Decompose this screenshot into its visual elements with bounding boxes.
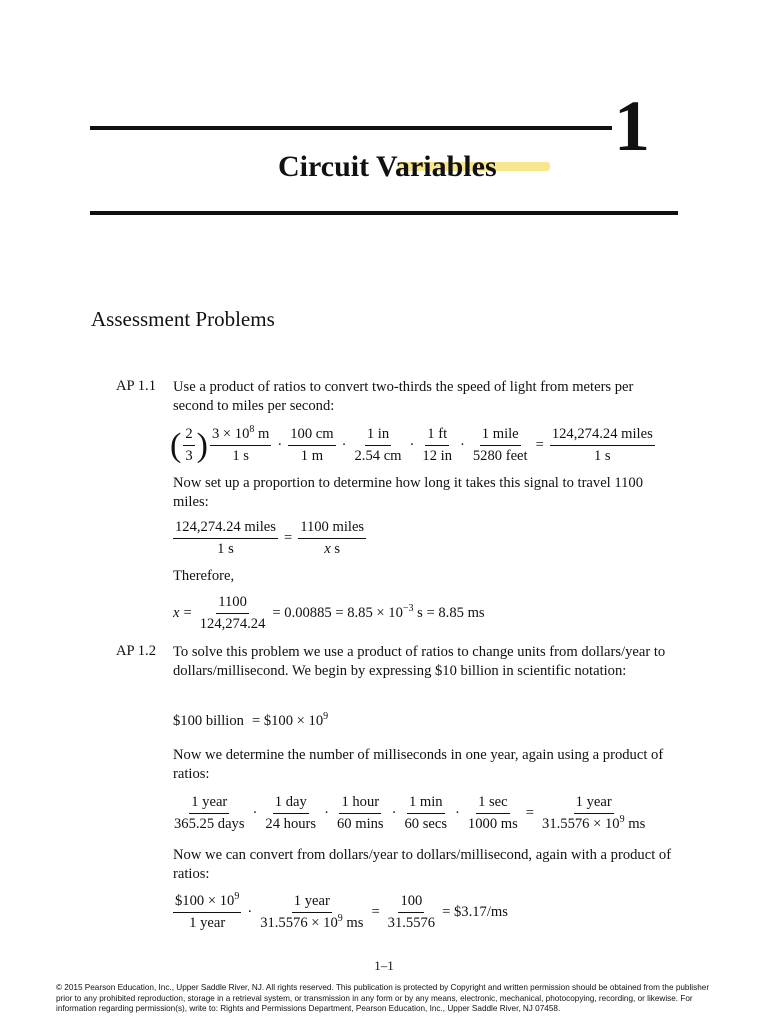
fraction: $\frac{\text{124,274.24 miles}}{1 s}$ [551,426,653,464]
fraction: $\frac{100}{31.5576}$ [387,893,436,931]
fraction: $\frac{\text{124,274.24 miles}}{1 s}$ [175,519,276,557]
fraction: $\frac{2}{3}$ [185,426,193,464]
ap11-intro: Use a product of ratios to convert two-thirds the speed of light from meters per second to miles per second: [173,379,634,414]
ap11-equation-3: x = $\frac{1100}{124,274.24}$ = $0.00885 = 8.85 \times 10^{-3}$ s = 8.85 ms [173,594,485,632]
chapter-title: Circuit Variables [278,150,497,183]
ap12-equation-1: $100 billion = $100 × $10^9$ [173,711,329,729]
fraction: $\frac{\text{1100 miles}}{\text{x s}}$ [300,519,365,557]
top-rule [90,126,612,130]
ap11-equation-2: $\frac{\text{124,274.24 miles}}{1 s}$ = $\frac{\text{1100 miles}}{\text{x s}}$ [175,519,365,557]
bottom-rule [90,211,678,215]
fraction: $\frac{1 \sec}{1000 ms}$ [467,794,518,832]
left-paren: ( [170,426,182,464]
fraction: $\frac{1100}{124,274.24}$ [199,594,266,632]
fraction: $\frac{\text{1 hour}}{60 \min s}$ [336,794,384,832]
fraction: $\frac{\text{1 year}}{\text{365.25 days}}$ [174,794,245,832]
fraction: $\frac{1 ft}{12 in}$ [422,426,452,464]
fraction: $\frac{\text{1 year}}{31.5576 \times 10^9 ms}$ [542,794,646,832]
fraction: $\frac{1 in}{2.54 cm}$ [354,426,402,464]
problem-label-ap12: AP 1.2 [116,643,157,659]
fraction: $\frac{3 \times 10^8 m}{1 s}$ [211,424,270,464]
ap11-equation-1: ( $\frac{2}{3}$ ) $\frac{3 \times 10^8 m}{1 s}$ · $\frac{100 cm}{1 m}$ · $\frac{1 in}{2.54 cm}$ · $\frac{1 ft}{12 in}$ · $\frac{\text{1 mile}}{\text{5280 feet}}$ = $\frac{\text{124,274.24 miles}}{1 s}$ [170,424,653,464]
ap12-intro: To solve this problem we use a product of ratios to change units from dollars/year to dollars/millisecond. We begin by expressing $10 billion in scientific notation: [173,644,666,679]
fraction: $\frac{\text{1 mile}}{\text{5280 feet}}$ [472,426,528,464]
page-number: 1–1 [374,958,394,973]
chapter-number: 1 [614,86,650,166]
copyright-footer: © 2015 Pearson Education, Inc., Upper Saddle River, NJ. All rights reserved. This publication is protected by Copyright and written permission should be obtained from the publisher prior to any prohibited reproduction, storage in a retrieval system, or transmission in any form or by any means, electronic, mechanical, photocopying, recording, or likewise. For information regarding permission(s), write to: Rights and Permissions Department, Pearson Education, Inc., Upper Saddle River, NJ 07458. [56,983,710,1013]
fraction: $\frac{\text{1 day}}{\text{24 hours}}$ [265,794,317,832]
problem-label-ap11: AP 1.1 [116,378,157,394]
fraction: $\frac{100 cm}{1 m}$ [290,426,334,464]
fraction: $\frac{\text{1 year}}{31.5576 \times 10^9 ms}$ [260,893,364,931]
ap12-equation-2: $\frac{\text{1 year}}{\text{365.25 days}}$ · $\frac{\text{1 day}}{\text{24 hours}}$ · $\frac{\text{1 hour}}{60 \min s}$ · $\frac{1 \min}{60 \sec s}$ · $\frac{1 \sec}{1000 ms}$ = $\frac{\text{1 year}}{31.5576 \times 10^9 ms}$ [174,794,646,832]
section-heading: Assessment Problems [91,307,275,331]
ap12-text-3: Now we can convert from dollars/year to dollars/millisecond, again with a product of ratios: [173,847,672,882]
fraction: $\frac{\$100 \times 10^9}{\text{1 year}}$ [175,891,240,931]
ap12-equation-3: $\frac{\$100 \times 10^9}{\text{1 year}}$ · $\frac{\text{1 year}}{31.5576 \times 10^9 ms}$ = $\frac{100}{31.5576}$ = $3.17/ms [175,891,508,931]
fraction: $\frac{1 \min}{60 \sec s}$ [404,794,448,832]
ap12-text-2: Now we determine the number of milliseconds in one year, again using a product of ratios: [173,747,664,782]
ap11-text-2: Now set up a proportion to determine how long it takes this signal to travel 1100 miles: [173,475,644,510]
right-paren: ) [196,426,208,464]
ap11-text-3: Therefore, [173,568,235,584]
